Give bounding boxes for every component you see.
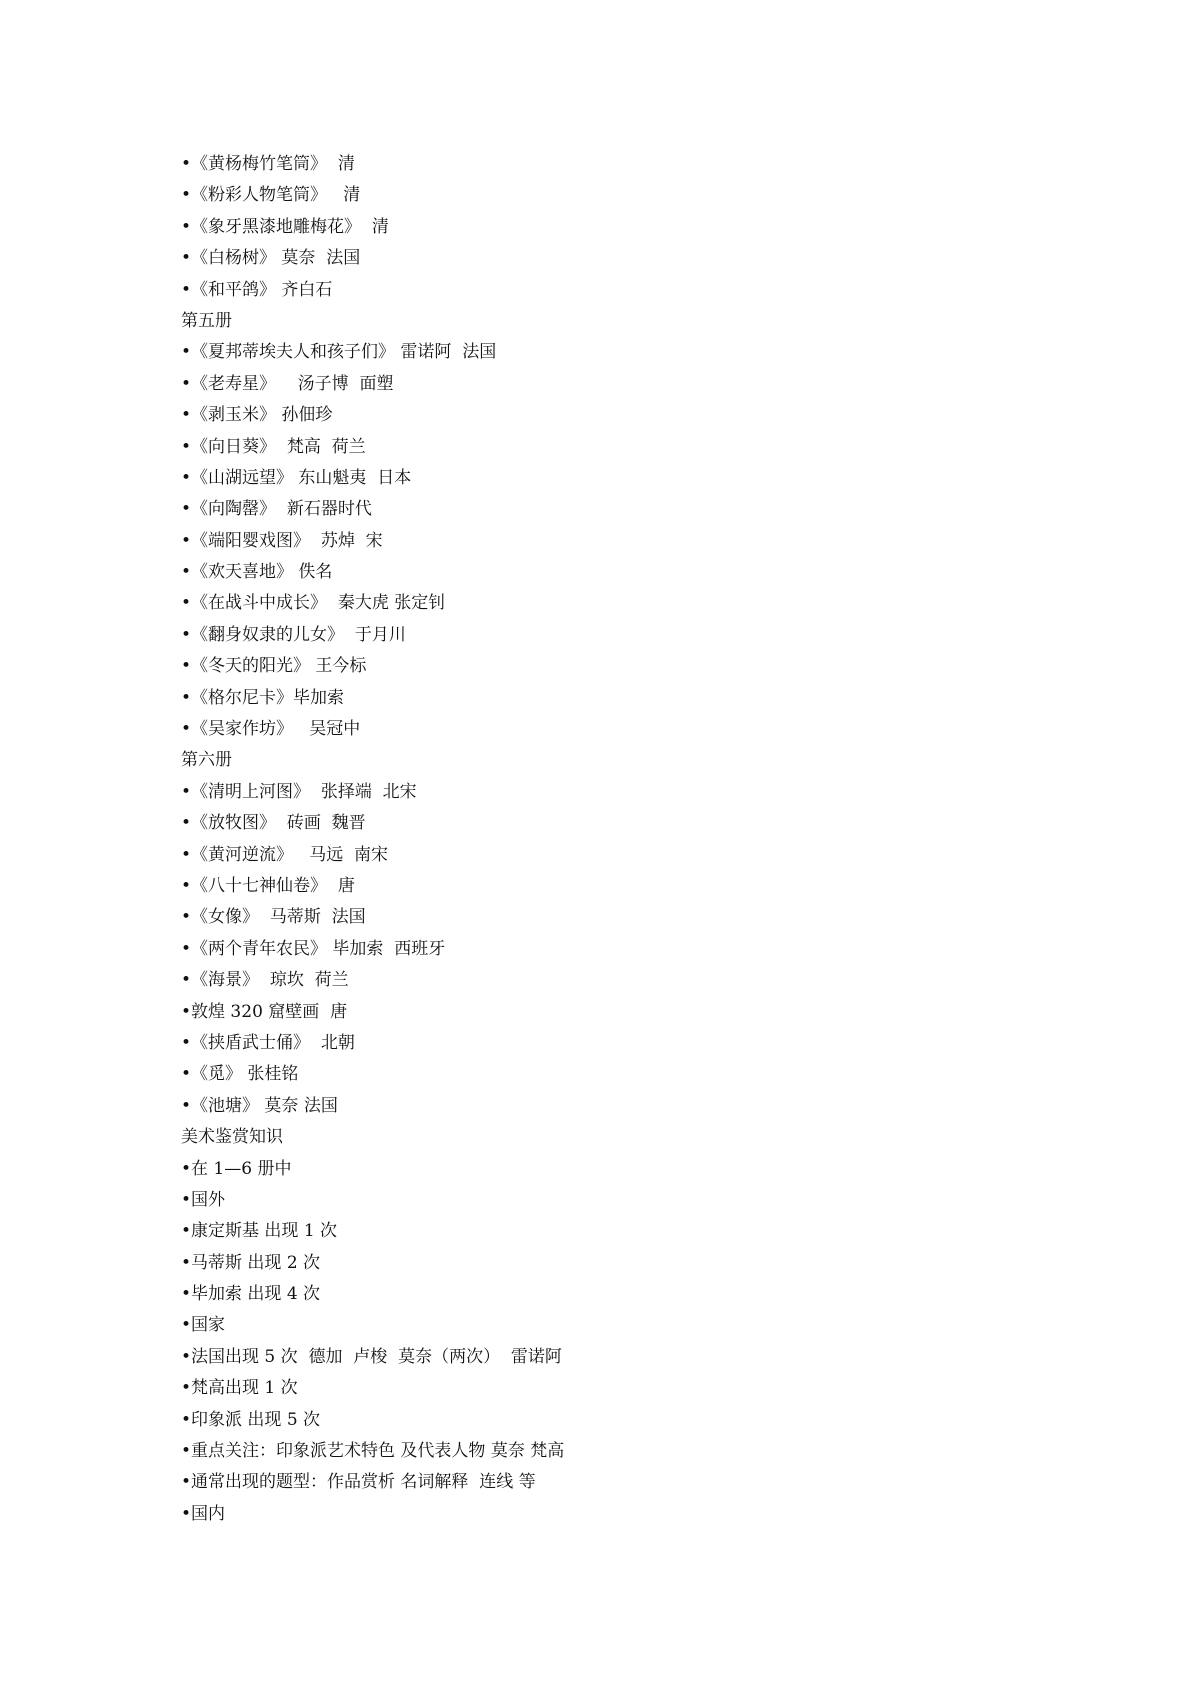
list-item: •法国出现 5 次 德加 卢梭 莫奈（两次） 雷诺阿	[181, 1346, 562, 1367]
list-item: •《觅》 张桂铭	[181, 1064, 299, 1085]
list-item: •马蒂斯 出现 2 次	[181, 1252, 321, 1273]
list-item: •重点关注：印象派艺术特色 及代表人物 莫奈 梵高	[181, 1441, 565, 1462]
section-heading-volume-5: 第五册	[181, 310, 232, 331]
list-item: •国家	[181, 1315, 226, 1336]
list-item: •《夏邦蒂埃夫人和孩子们》 雷诺阿 法国	[181, 342, 497, 363]
list-item: •康定斯基 出现 1 次	[181, 1221, 338, 1242]
list-item: •《端阳婴戏图》 苏焯 宋	[181, 530, 383, 551]
list-item: •《翻身奴隶的儿女》 于月川	[181, 624, 406, 645]
list-item: •《向陶罄》 新石器时代	[181, 499, 372, 520]
list-item: •《八十七神仙卷》 唐	[181, 875, 355, 896]
list-item-huangyang-bitong: •《黄杨梅竹笔筒》 清	[181, 154, 355, 174]
list-item: •毕加索 出现 4 次	[181, 1284, 321, 1305]
list-item-fencai-bitong: •《粉彩人物笔筒》 清	[181, 185, 361, 206]
list-item: •国外	[181, 1189, 226, 1210]
list-item: •《山湖远望》 东山魁夷 日本	[181, 467, 412, 488]
list-item: •《海景》 琼坎 荷兰	[181, 970, 349, 991]
list-item: •《池塘》 莫奈 法国	[181, 1095, 338, 1116]
list-item: •《向日葵》 梵高 荷兰	[181, 436, 366, 457]
list-item: •《剥玉米》 孙佃珍	[181, 405, 333, 426]
list-item: •《黄河逆流》 马远 南宋	[181, 844, 389, 865]
section-heading-art-appreciation: 美术鉴赏知识	[181, 1127, 283, 1148]
list-item: •《欢天喜地》 佚名	[181, 562, 333, 583]
list-item: •《在战斗中成长》 秦大虎 张定钊	[181, 593, 446, 614]
list-item-baiyangshu: •《白杨树》 莫奈 法国	[181, 248, 361, 269]
list-item: •《放牧图》 砖画 魏晋	[181, 813, 366, 834]
list-item: •《女像》 马蒂斯 法国	[181, 907, 366, 928]
list-item: •国内	[181, 1503, 226, 1524]
document-body	[181, 149, 1081, 1530]
list-item: •《老寿星》 汤子博 面塑	[181, 373, 394, 394]
list-item: •梵高出现 1 次	[181, 1378, 298, 1399]
section-heading-volume-6: 第六册	[181, 750, 232, 771]
list-item-hepingge: •《和平鸽》 齐白石	[181, 279, 333, 300]
list-item: •印象派 出现 5 次	[181, 1409, 321, 1430]
list-item: •《挟盾武士俑》 北朝	[181, 1032, 355, 1053]
list-item: •《吴家作坊》 吴冠中	[181, 719, 361, 740]
list-item: •通常出现的题型：作品赏析 名词解释 连线 等	[181, 1472, 536, 1493]
list-item: •《两个青年农民》 毕加索 西班牙	[181, 938, 446, 959]
list-item: •《冬天的阳光》 王今标	[181, 656, 367, 677]
list-item: •《清明上河图》 张择端 北宋	[181, 781, 417, 802]
list-item: •在 1—6 册中	[181, 1158, 292, 1179]
list-item: •《格尔尼卡》毕加索	[181, 687, 345, 708]
list-item: •敦煌 320 窟壁画 唐	[181, 1001, 348, 1022]
list-item-xiangya-meihua: •《象牙黑漆地雕梅花》 清	[181, 216, 389, 237]
